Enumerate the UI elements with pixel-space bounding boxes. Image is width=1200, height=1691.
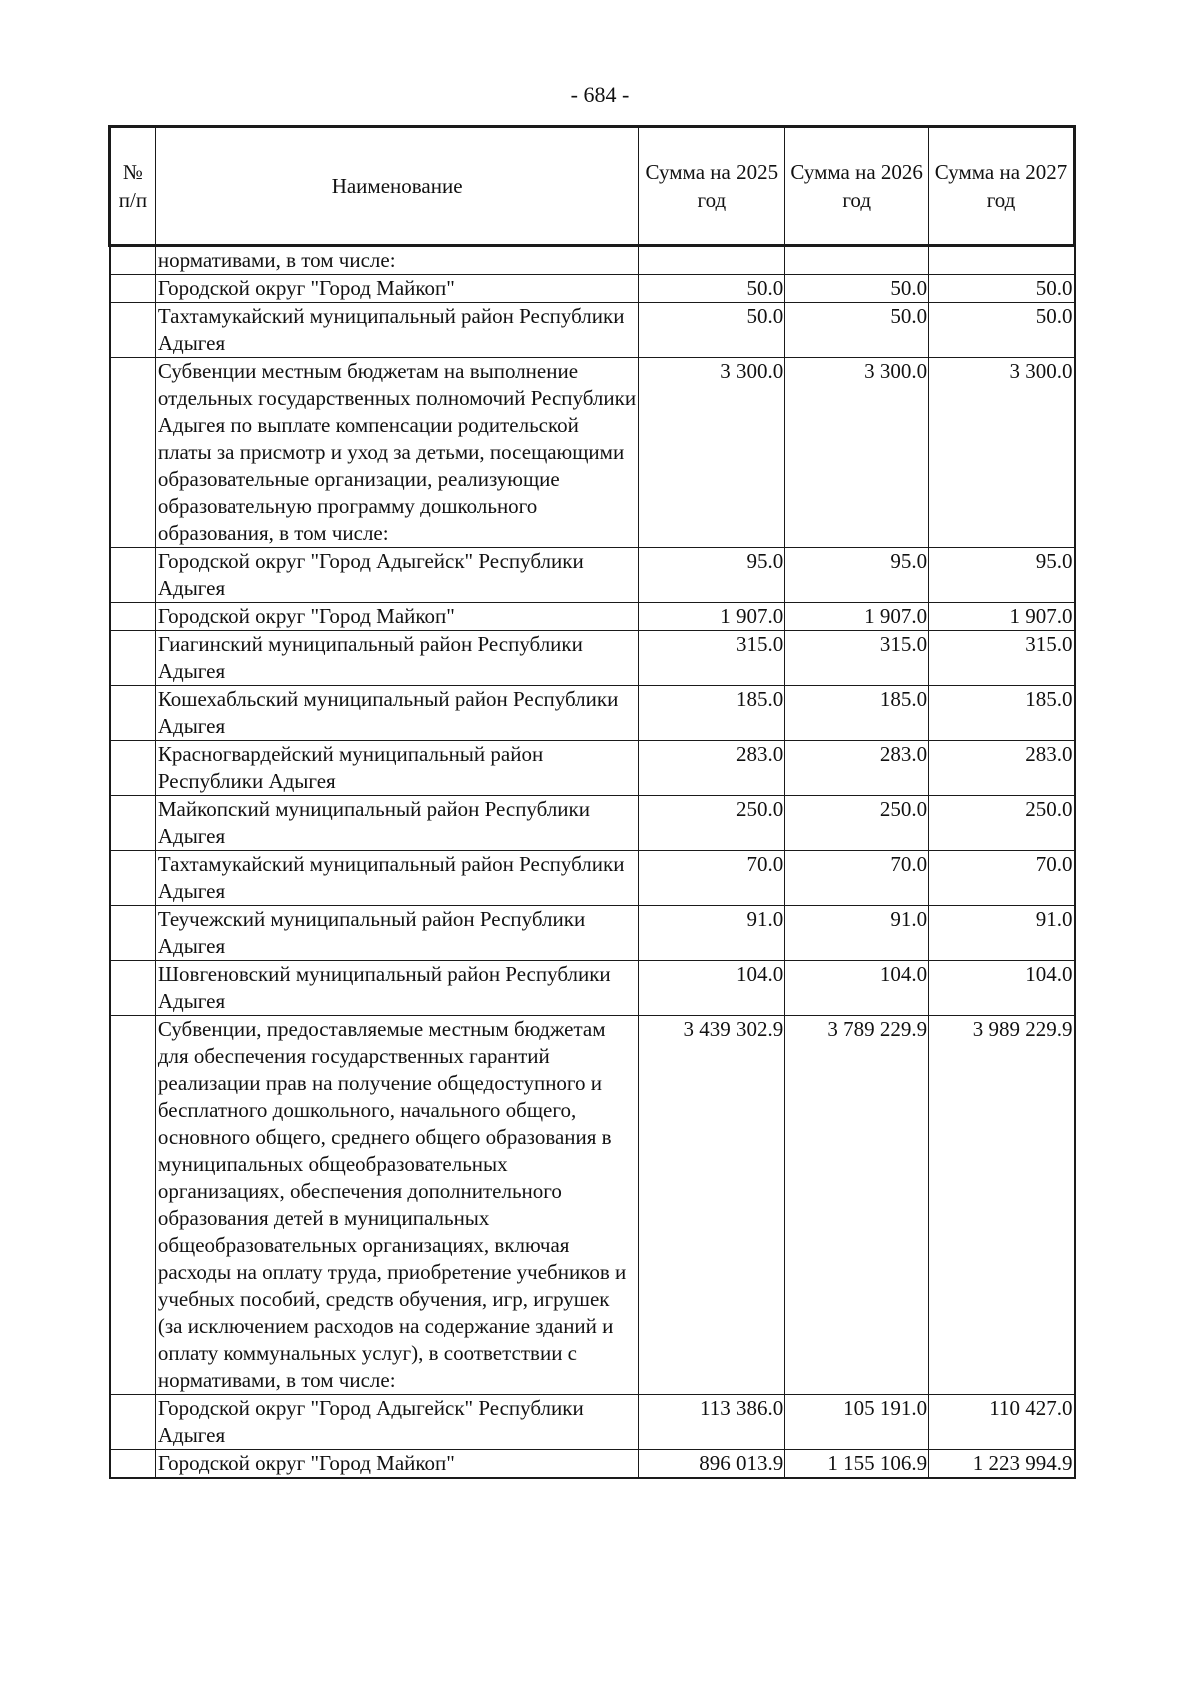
- cell-2026: 3 300.0: [785, 358, 929, 548]
- header-row: [110, 127, 1075, 246]
- cell-num: [110, 1395, 156, 1450]
- cell-name: Субвенции местным бюджетам на выполнение отдельных государственных полномочий Республики Адыгея по выплате компенсации родительской платы за присмотр и уход за детьми, посещающими образовательные организации, реализующие образовательную программу дошкольного образования, в том числе:: [155, 358, 639, 548]
- cell-name: Майкопский муниципальный район Республики Адыгея: [155, 796, 639, 851]
- cell-2025: [639, 246, 785, 275]
- cell-num: [110, 1450, 156, 1479]
- cell-2027: 104.0: [929, 961, 1075, 1016]
- cell-2026: 1 907.0: [785, 603, 929, 631]
- table-header: [110, 127, 1075, 246]
- cell-num: [110, 961, 156, 1016]
- cell-2027: 50.0: [929, 275, 1075, 303]
- cell-2025: 896 013.9: [639, 1450, 785, 1479]
- cell-name: Красногвардейский муниципальный район Республики Адыгея: [155, 741, 639, 796]
- cell-2025: 91.0: [639, 906, 785, 961]
- cell-2025: 70.0: [639, 851, 785, 906]
- cell-2027: 315.0: [929, 631, 1075, 686]
- cell-2027: 70.0: [929, 851, 1075, 906]
- budget-table: [108, 125, 1076, 1479]
- cell-2025: 3 439 302.9: [639, 1016, 785, 1395]
- cell-2027: 95.0: [929, 548, 1075, 603]
- cell-2025: 1 907.0: [639, 603, 785, 631]
- cell-2027: 3 300.0: [929, 358, 1075, 548]
- table-row: [110, 303, 1075, 358]
- cell-2026: 104.0: [785, 961, 929, 1016]
- cell-2025: 50.0: [639, 303, 785, 358]
- cell-2027: 185.0: [929, 686, 1075, 741]
- table-row: [110, 1016, 1075, 1395]
- cell-2025: 113 386.0: [639, 1395, 785, 1450]
- cell-2025: 315.0: [639, 631, 785, 686]
- table-row: [110, 741, 1075, 796]
- table-row: [110, 851, 1075, 906]
- cell-name: Теучежский муниципальный район Республики Адыгея: [155, 906, 639, 961]
- cell-2026: [785, 246, 929, 275]
- cell-2026: 50.0: [785, 275, 929, 303]
- cell-name: Городской округ "Город Майкоп": [155, 275, 639, 303]
- cell-2027: 3 989 229.9: [929, 1016, 1075, 1395]
- table-row: [110, 961, 1075, 1016]
- cell-2026: 185.0: [785, 686, 929, 741]
- table-row: [110, 796, 1075, 851]
- cell-name: Городской округ "Город Адыгейск" Республики Адыгея: [155, 548, 639, 603]
- cell-2026: 3 789 229.9: [785, 1016, 929, 1395]
- cell-2026: 70.0: [785, 851, 929, 906]
- cell-num: [110, 358, 156, 548]
- cell-2026: 315.0: [785, 631, 929, 686]
- cell-2026: 105 191.0: [785, 1395, 929, 1450]
- table-row: [110, 1450, 1075, 1479]
- cell-name: Тахтамукайский муниципальный район Республики Адыгея: [155, 303, 639, 358]
- cell-num: [110, 548, 156, 603]
- table-row: [110, 603, 1075, 631]
- cell-2027: 1 223 994.9: [929, 1450, 1075, 1479]
- cell-name: Кошехабльский муниципальный район Республики Адыгея: [155, 686, 639, 741]
- cell-name: Городской округ "Город Майкоп": [155, 1450, 639, 1479]
- cell-2025: 185.0: [639, 686, 785, 741]
- cell-name: Гиагинский муниципальный район Республики Адыгея: [155, 631, 639, 686]
- table-row: [110, 358, 1075, 548]
- cell-num: [110, 246, 156, 275]
- cell-name: Шовгеновский муниципальный район Республики Адыгея: [155, 961, 639, 1016]
- cell-2027: 1 907.0: [929, 603, 1075, 631]
- cell-num: [110, 741, 156, 796]
- table-body: [110, 246, 1075, 1479]
- page-number: - 684 -: [570, 82, 630, 107]
- cell-num: [110, 796, 156, 851]
- cell-num: [110, 1016, 156, 1395]
- cell-num: [110, 851, 156, 906]
- table-row: [110, 631, 1075, 686]
- cell-2026: 250.0: [785, 796, 929, 851]
- table-row: [110, 686, 1075, 741]
- cell-2026: 1 155 106.9: [785, 1450, 929, 1479]
- cell-2025: 283.0: [639, 741, 785, 796]
- table-row: [110, 548, 1075, 603]
- cell-name: Городской округ "Город Адыгейск" Республики Адыгея: [155, 1395, 639, 1450]
- cell-num: [110, 303, 156, 358]
- header-2027: Сумма на 2027 год: [929, 127, 1075, 246]
- cell-num: [110, 603, 156, 631]
- cell-name: Субвенции, предоставляемые местным бюджетам для обеспечения государственных гарантий реализации прав на получение общедоступного и бесплатного дошкольного, начального общего, основного общего, среднего общего образования в муниципальных общеобразовательных организациях, обеспечения дополнительного образования детей в муниципальных общеобразовательных организациях, включая расходы на оплату труда, приобретение учебников и учебных пособий, средств обучения, игр, игрушек (за исключением расходов на содержание зданий и оплату коммунальных услуг), в соответствии с нормативами, в том числе:: [155, 1016, 639, 1395]
- table-row: [110, 275, 1075, 303]
- cell-2027: 91.0: [929, 906, 1075, 961]
- table-row: [110, 906, 1075, 961]
- table-row: [110, 246, 1075, 275]
- cell-name: Городской округ "Город Майкоп": [155, 603, 639, 631]
- cell-num: [110, 631, 156, 686]
- cell-2027: 50.0: [929, 303, 1075, 358]
- header-2026: Сумма на 2026 год: [785, 127, 929, 246]
- header-2025: Сумма на 2025 год: [639, 127, 785, 246]
- cell-name: нормативами, в том числе:: [155, 246, 639, 275]
- cell-2026: 91.0: [785, 906, 929, 961]
- cell-num: [110, 906, 156, 961]
- cell-2026: 283.0: [785, 741, 929, 796]
- cell-name: Тахтамукайский муниципальный район Республики Адыгея: [155, 851, 639, 906]
- cell-2027: 110 427.0: [929, 1395, 1075, 1450]
- cell-2027: 283.0: [929, 741, 1075, 796]
- cell-num: [110, 686, 156, 741]
- cell-2025: 50.0: [639, 275, 785, 303]
- cell-2027: 250.0: [929, 796, 1075, 851]
- cell-2026: 50.0: [785, 303, 929, 358]
- cell-2025: 104.0: [639, 961, 785, 1016]
- cell-num: [110, 275, 156, 303]
- cell-2025: 250.0: [639, 796, 785, 851]
- cell-2025: 95.0: [639, 548, 785, 603]
- cell-2026: 95.0: [785, 548, 929, 603]
- header-num: № п/п: [110, 127, 156, 246]
- cell-2027: [929, 246, 1075, 275]
- header-name: Наименование: [155, 127, 639, 246]
- cell-2025: 3 300.0: [639, 358, 785, 548]
- table-row: [110, 1395, 1075, 1450]
